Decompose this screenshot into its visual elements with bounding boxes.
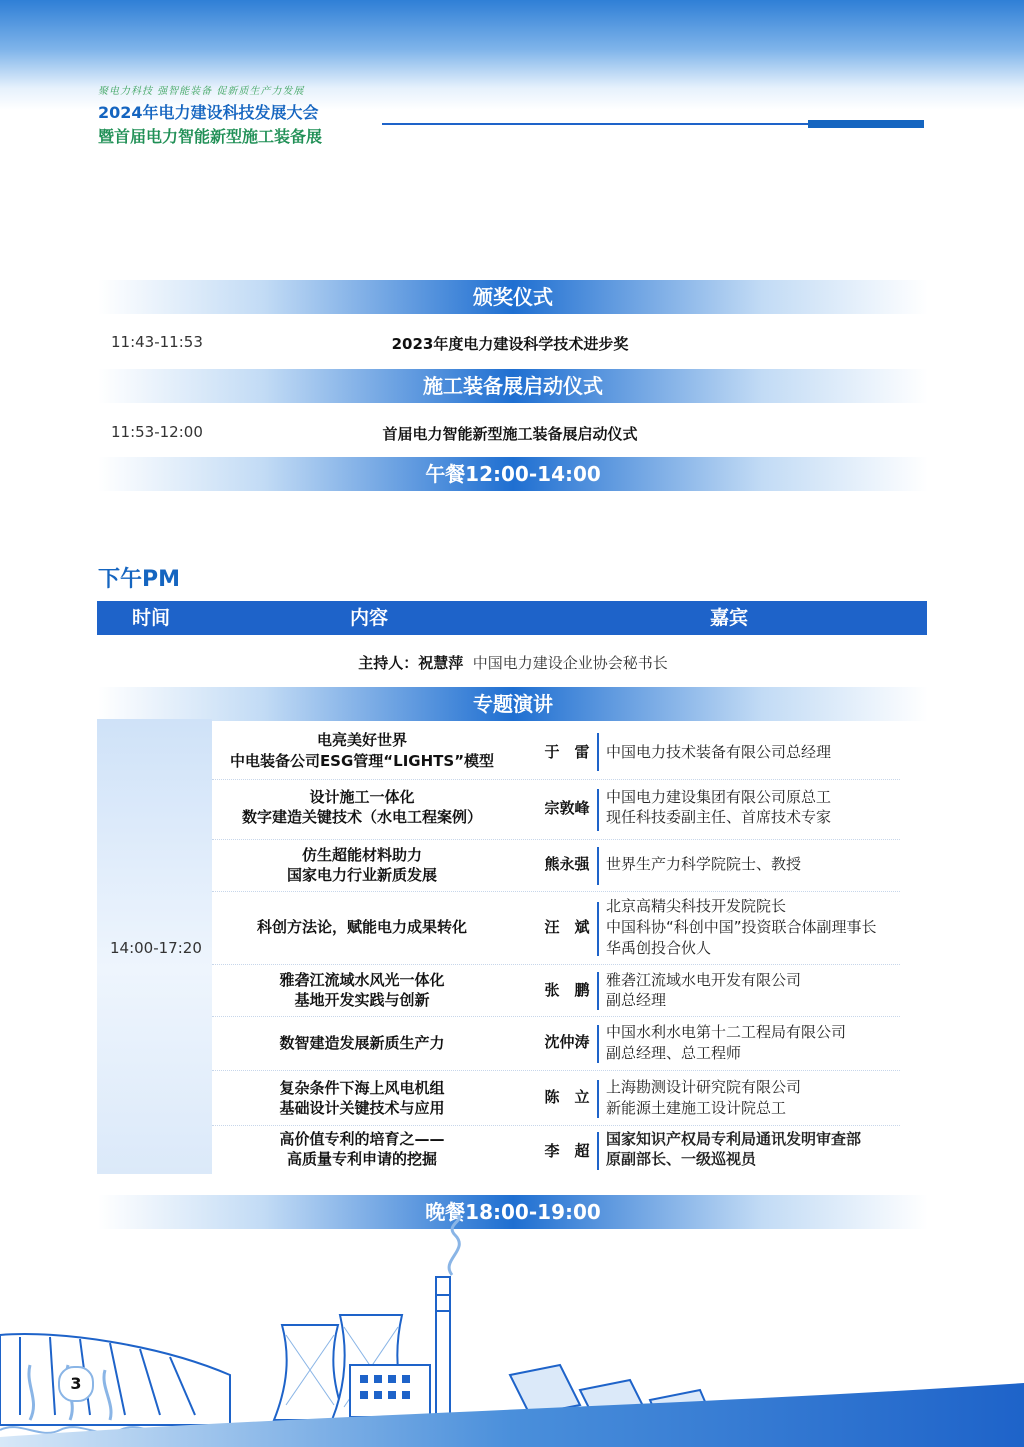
talk-topic-line2: 数字建造关键技术（水电工程案例） (241, 808, 482, 826)
talk-speaker-title-line1: 上海勘测设计研究院有限公司 (606, 1078, 802, 1096)
schedule-table-header (97, 601, 927, 635)
talk-topic-line1: 高价值专利的培育之—— (279, 1130, 445, 1148)
keynote-time-cell (97, 719, 212, 1174)
talk-row (212, 725, 900, 780)
column-separator (597, 847, 599, 885)
header-content: 内容 (350, 607, 389, 629)
talk-row (212, 1018, 900, 1071)
column-separator (597, 1132, 599, 1170)
talk-speaker: 陈 立 (544, 1088, 590, 1106)
header-time: 时间 (132, 607, 171, 629)
talk-topic-line1: 雅砻江流域水风光一体化 (279, 971, 445, 989)
page-number: 3 (58, 1366, 94, 1402)
talk-topic-line2: 高质量专利申请的挖掘 (286, 1150, 437, 1168)
expo-time: 11:53-12:00 (111, 423, 203, 441)
talk-row (212, 966, 900, 1017)
talk-row (212, 1073, 900, 1126)
talk-row (212, 781, 900, 840)
host-label: 主持人：祝慧萍 (358, 654, 464, 672)
dinner-band: 晚餐18:00-19:00 (98, 1195, 928, 1229)
talk-speaker-title-line2: 中国科协“科创中国”投资联合体副理事长 (606, 918, 877, 936)
talk-speaker-title-line3: 华禹创投合伙人 (606, 939, 712, 957)
lunch-band: 午餐12:00-14:00 (98, 457, 928, 491)
talk-speaker: 沈仲涛 (544, 1033, 590, 1051)
keynote-band: 专题演讲 (98, 687, 928, 721)
talk-topic-line1: 数智建造发展新质生产力 (279, 1034, 445, 1052)
header-divider-accent (808, 120, 924, 128)
talk-speaker: 汪 斌 (544, 918, 590, 936)
award-ceremony-band: 颁奖仪式 (98, 280, 928, 314)
afternoon-section-title: 下午PM (98, 567, 181, 592)
talk-speaker: 李 超 (544, 1142, 590, 1160)
talk-speaker-title: 中国电力技术装备有限公司总经理 (606, 743, 832, 761)
conference-title-line1: 2024年电力建设科技发展大会 (98, 103, 319, 122)
talk-speaker-title-line2: 原副部长、一级巡视员 (606, 1150, 757, 1168)
talk-topic-line2: 基地开发实践与创新 (294, 991, 430, 1009)
talk-topic-line2: 基础设计关键技术与应用 (279, 1099, 445, 1117)
award-content: 2023年度电力建设科学技术进步奖 (391, 335, 629, 353)
talk-topic-line1: 复杂条件下海上风电机组 (279, 1079, 445, 1097)
keynote-time-range: 14:00-17:20 (110, 939, 202, 957)
talk-speaker: 宗敦峰 (544, 799, 590, 817)
column-separator (597, 733, 599, 771)
talk-topic-line1: 设计施工一体化 (309, 788, 415, 806)
talk-speaker-title-line2: 副总经理、总工程师 (606, 1044, 742, 1062)
talk-topic-line1: 电亮美好世界 (316, 731, 407, 749)
talk-row (212, 894, 900, 965)
talk-topic-line1: 仿生超能材料助力 (301, 846, 422, 864)
power-plant-illustration (0, 1215, 1024, 1447)
talk-speaker-title-line1: 雅砻江流域水电开发有限公司 (606, 971, 802, 989)
column-separator (597, 1025, 599, 1063)
expo-content: 首届电力智能新型施工装备展启动仪式 (382, 425, 638, 443)
talk-speaker: 张 鹏 (544, 981, 590, 999)
expo-launch-band: 施工装备展启动仪式 (98, 369, 928, 403)
talk-topic-line1: 科创方法论，赋能电力成果转化 (256, 918, 467, 936)
talk-speaker-title-line1: 北京高精尖科技开发院院长 (606, 897, 787, 915)
award-time: 11:43-11:53 (111, 333, 203, 351)
chimney-icon (436, 1277, 450, 1417)
talk-speaker-title: 世界生产力科学院院士、教授 (606, 855, 802, 873)
host-line (98, 652, 928, 673)
host-title: 中国电力建设企业协会秘书长 (472, 654, 668, 672)
header-guest: 嘉宾 (710, 607, 749, 629)
column-separator (597, 972, 599, 1010)
conference-title-line2: 暨首届电力智能新型施工装备展 (98, 127, 323, 146)
dam-icon (0, 1334, 230, 1425)
talk-topic-line2: 中电装备公司ESG管理“LIGHTS”模型 (229, 752, 495, 770)
conference-slogan: 聚电力科技 强智能装备 促新质生产力发展 (98, 86, 305, 97)
column-separator (597, 789, 599, 831)
talk-speaker-title-line2: 新能源土建施工设计院总工 (606, 1099, 787, 1117)
talk-speaker-title-line1: 中国电力建设集团有限公司原总工 (606, 788, 832, 806)
talk-row (212, 841, 900, 892)
talk-speaker-title-line2: 现任科技委副主任、首席技术专家 (606, 808, 832, 826)
column-separator (597, 1080, 599, 1118)
talk-row (212, 1127, 900, 1173)
talk-speaker-title-line1: 国家知识产权局专利局通讯发明审查部 (606, 1130, 862, 1148)
talk-speaker: 于 雷 (544, 743, 590, 761)
talk-speaker-title-line1: 中国水利水电第十二工程局有限公司 (606, 1023, 847, 1041)
talk-speaker: 熊永强 (544, 855, 590, 873)
column-separator (597, 902, 599, 956)
cooling-tower-icon (274, 1325, 346, 1420)
talk-topic-line2: 国家电力行业新质发展 (286, 866, 437, 884)
talk-speaker-title-line2: 副总经理 (606, 991, 667, 1009)
steam-icon (449, 1215, 459, 1275)
